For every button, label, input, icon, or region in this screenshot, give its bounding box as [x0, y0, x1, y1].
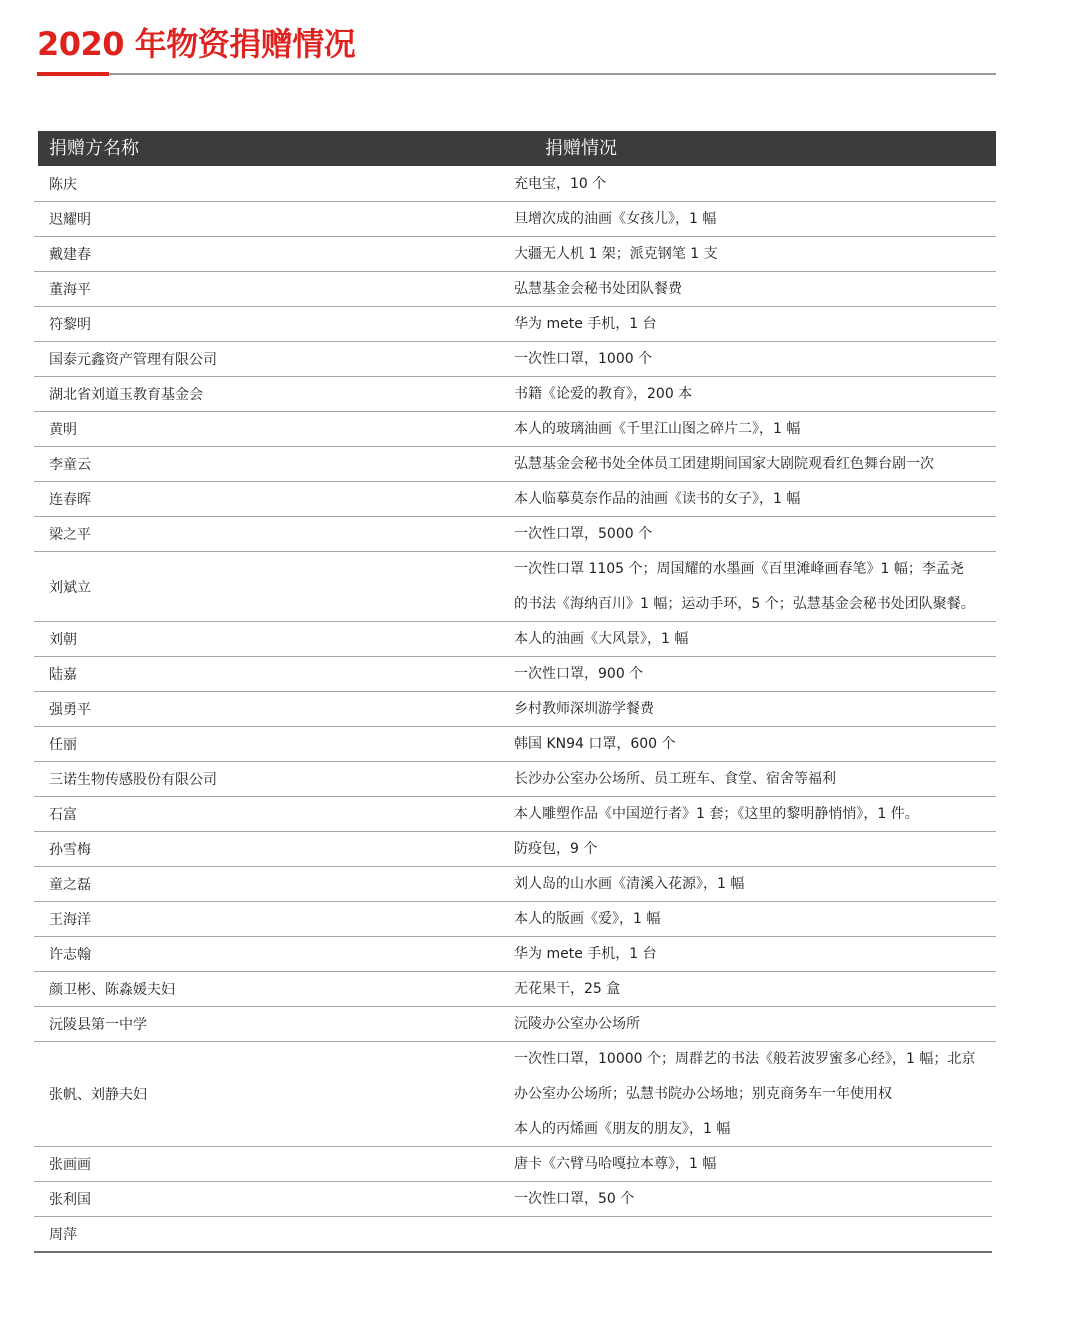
donation-detail — [514, 307, 657, 341]
donation-detail-line: 本人的油画《大风景》，1 幅 — [514, 630, 689, 647]
donation-detail — [514, 202, 716, 236]
donor-name: 许志翰 — [49, 947, 91, 963]
table-row — [34, 1007, 996, 1042]
table-row — [34, 1217, 992, 1253]
donation-detail — [514, 692, 654, 726]
donation-detail-line: 一次性口罩，50 个 — [514, 1190, 635, 1207]
table-row — [34, 867, 996, 902]
donation-detail-line: 防疫包，9 个 — [514, 840, 598, 857]
donation-detail-line: 本人的玻璃油画《千里江山图之碎片二》，1 幅 — [514, 420, 801, 437]
table-row — [34, 622, 996, 657]
donation-detail — [514, 797, 919, 831]
table-row — [34, 937, 996, 972]
table-row — [34, 1042, 992, 1147]
donation-detail — [514, 377, 692, 411]
donor-name: 戴建春 — [49, 247, 91, 263]
donation-detail-line: 一次性口罩，900 个 — [514, 665, 644, 682]
table-row — [34, 657, 996, 692]
table-row — [34, 902, 996, 937]
table-row — [34, 762, 996, 797]
page-title: 2020 年物资捐赠情况 — [37, 25, 356, 63]
donation-detail-line: 弘慧基金会秘书处全体员工团建期间国家大剧院观看红色舞台剧一次 — [514, 455, 934, 472]
donation-detail-line: 大疆无人机 1 架；派克钢笔 1 支 — [514, 245, 718, 262]
donor-name: 王海洋 — [49, 912, 91, 928]
donor-name: 梁之平 — [49, 527, 91, 543]
donation-detail — [514, 867, 744, 901]
donation-detail — [514, 482, 800, 516]
donation-detail — [514, 1182, 634, 1216]
donation-detail — [514, 552, 975, 621]
donation-detail-line: 沅陵办公室办公场所 — [514, 1015, 640, 1032]
header-donation-detail: 捐赠情况 — [545, 138, 617, 159]
donation-detail — [514, 342, 652, 376]
donor-name: 孙雪梅 — [49, 842, 91, 858]
table-row — [34, 272, 996, 307]
table-row — [34, 377, 996, 412]
donor-name: 石富 — [49, 807, 77, 823]
table-row — [34, 202, 996, 237]
donation-detail — [514, 972, 620, 1006]
donor-name: 张帆、刘静夫妇 — [49, 1087, 147, 1103]
donation-detail-line: 一次性口罩，1000 个 — [514, 350, 653, 367]
donor-name: 刘朝 — [49, 632, 77, 648]
donor-name: 张画画 — [49, 1157, 91, 1173]
donation-detail — [514, 447, 934, 481]
donation-detail — [514, 762, 836, 796]
donor-name: 陆嘉 — [49, 667, 77, 683]
donor-name: 陈庆 — [49, 177, 77, 193]
table-row — [34, 972, 996, 1007]
donor-name: 黄明 — [49, 422, 77, 438]
donor-name: 国泰元鑫资产管理有限公司 — [49, 352, 217, 368]
donation-detail — [514, 412, 800, 446]
donation-detail — [514, 657, 643, 691]
donor-name: 周萍 — [49, 1227, 77, 1243]
donation-detail-line: 本人的版画《爱》，1 幅 — [514, 910, 661, 927]
donation-detail-line: 充电宝，10 个 — [514, 175, 607, 192]
donation-detail-line: 刘人岛的山水画《清溪入花源》，1 幅 — [514, 875, 745, 892]
donor-name: 董海平 — [49, 282, 91, 298]
donation-detail-line: 本人雕塑作品《中国逆行者》1 套；《这里的黎明静悄悄》，1 件。 — [514, 805, 919, 822]
donation-detail — [514, 1007, 640, 1041]
donation-detail — [514, 167, 606, 201]
table-row — [34, 342, 996, 377]
donation-detail-line: 本人临摹莫奈作品的油画《读书的女子》，1 幅 — [514, 490, 801, 507]
table-row — [34, 552, 996, 622]
donor-name: 张利国 — [49, 1192, 91, 1208]
donation-detail-line: 办公室办公场所；弘慧书院办公场地；别克商务车一年使用权 — [514, 1085, 892, 1102]
table-row — [34, 1182, 992, 1217]
donor-name: 强勇平 — [49, 702, 91, 718]
donation-detail-line: 书籍《论爱的教育》，200 本 — [514, 385, 693, 402]
donation-detail-line: 一次性口罩 1105 个；周国耀的水墨画《百里滩峰画春笔》1 幅；李孟尧 — [514, 560, 964, 577]
donation-detail — [514, 1147, 716, 1181]
table-row — [34, 167, 996, 202]
donor-name: 刘斌立 — [49, 579, 91, 596]
donation-detail-line: 的书法《海纳百川》1 幅；运动手环，5 个；弘慧基金会秘书处团队聚餐。 — [514, 595, 975, 612]
donation-detail-line: 旦增次成的油画《女孩儿》，1 幅 — [514, 210, 717, 227]
donation-detail-line: 乡村教师深圳游学餐费 — [514, 700, 654, 717]
table-row — [34, 727, 996, 762]
donation-detail-line: 无花果干，25 盒 — [514, 980, 621, 997]
donor-name: 童之磊 — [49, 877, 91, 893]
donation-detail-line: 韩国 KN94 口罩，600 个 — [514, 735, 676, 752]
donation-detail — [514, 237, 718, 271]
table-row — [34, 517, 996, 552]
donation-table-body — [34, 167, 996, 1253]
donor-name: 三诺生物传感股份有限公司 — [49, 772, 217, 788]
donation-detail-line: 一次性口罩，5000 个 — [514, 525, 653, 542]
donation-detail — [514, 1042, 975, 1146]
donation-detail-line: 本人的丙烯画《朋友的朋友》，1 幅 — [514, 1120, 731, 1137]
donation-detail — [514, 272, 682, 306]
table-row — [34, 447, 996, 482]
donor-name: 李童云 — [49, 457, 91, 473]
donation-detail — [514, 902, 660, 936]
title-accent-bar — [37, 72, 109, 76]
donation-detail — [514, 517, 652, 551]
donation-detail — [514, 937, 657, 971]
table-row — [34, 307, 996, 342]
donor-name: 连春晖 — [49, 492, 91, 508]
donation-detail-line: 华为 mete 手机，1 台 — [514, 315, 657, 332]
donor-name: 湖北省刘道玉教育基金会 — [49, 387, 203, 403]
table-row — [34, 832, 996, 867]
donor-name: 符黎明 — [49, 317, 91, 333]
donation-detail-line: 弘慧基金会秘书处团队餐费 — [514, 280, 682, 297]
donor-name: 沅陵县第一中学 — [49, 1017, 147, 1033]
header-donor-name: 捐赠方名称 — [49, 138, 139, 159]
table-row — [34, 412, 996, 447]
donation-detail-line: 唐卡《六臂马哈嘎拉本尊》，1 幅 — [514, 1155, 717, 1172]
table-header — [38, 131, 996, 166]
table-row — [34, 692, 996, 727]
donation-detail-line: 一次性口罩，10000 个；周群艺的书法《般若波罗蜜多心经》，1 幅；北京 — [514, 1050, 976, 1067]
table-row — [34, 1147, 992, 1182]
donation-detail-line: 长沙办公室办公场所、员工班车、食堂、宿舍等福利 — [514, 770, 836, 787]
donor-name: 迟耀明 — [49, 212, 91, 228]
donation-detail — [514, 832, 597, 866]
title-divider — [37, 73, 996, 75]
donation-detail — [514, 727, 676, 761]
table-row — [34, 482, 996, 517]
donor-name: 任丽 — [49, 737, 77, 753]
table-row — [34, 797, 996, 832]
donation-detail — [514, 622, 688, 656]
donation-detail-line: 华为 mete 手机，1 台 — [514, 945, 657, 962]
donor-name: 颜卫彬、陈淼媛夫妇 — [49, 982, 175, 998]
table-row — [34, 237, 996, 272]
